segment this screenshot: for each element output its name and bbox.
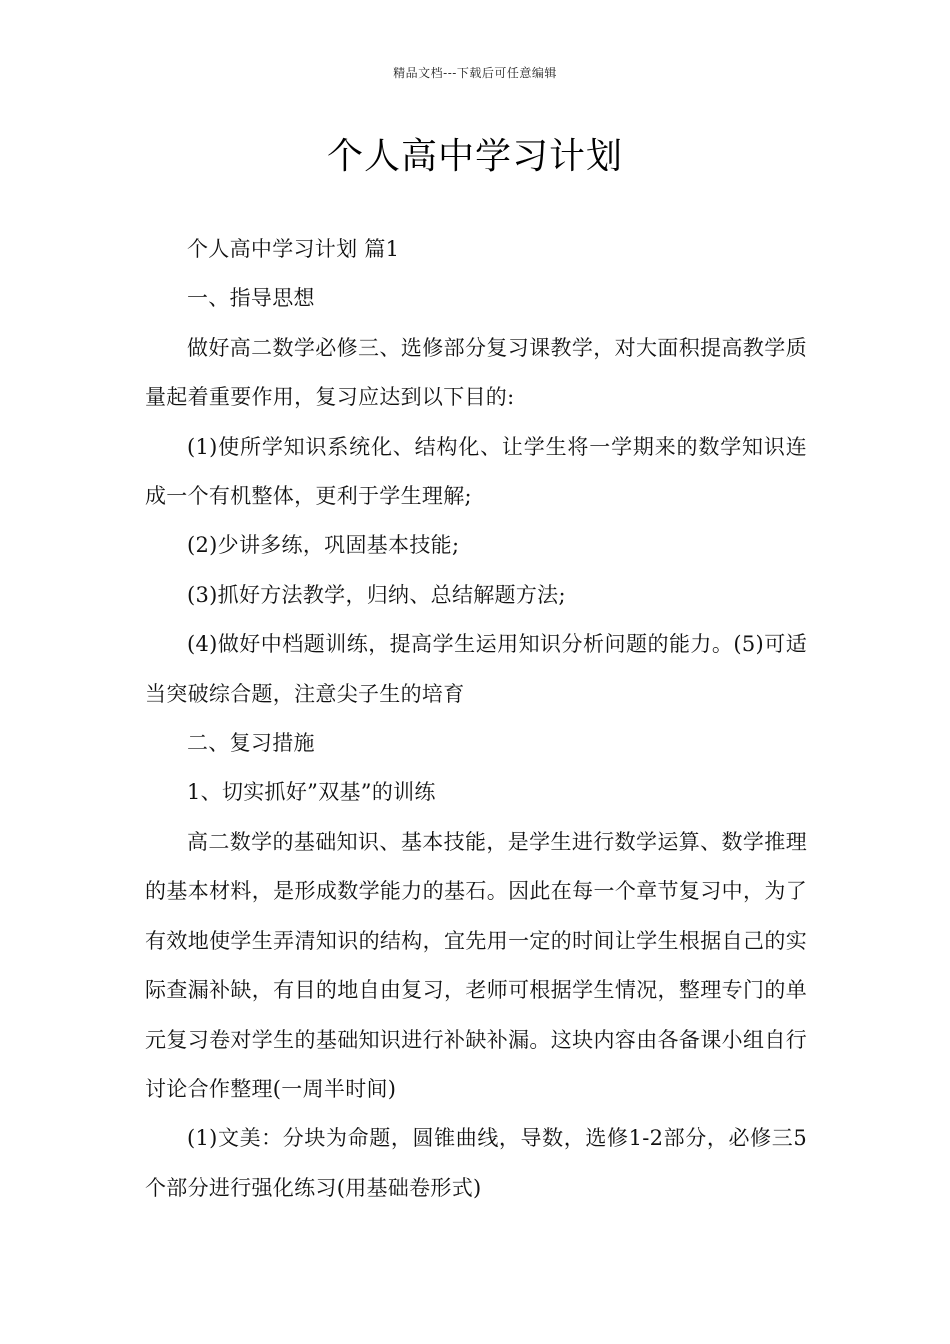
paragraph-section-heading: 个人高中学习计划 篇1 bbox=[187, 237, 400, 261]
document-body bbox=[145, 225, 807, 1213]
paragraph: 做好高二数学必修三、选修部分复习课教学，对大面积提高教学质量起着重要作用，复习应达到以下目的: bbox=[145, 335, 807, 410]
paragraph: (1)使所学知识系统化、结构化、让学生将一学期来的数学知识连成一个有机整体，更利于学生理解; bbox=[145, 434, 807, 509]
document-title: 个人高中学习计划 bbox=[326, 136, 623, 177]
paragraph-subheading: 1、切实抓好”双基”的训练 bbox=[187, 780, 436, 805]
paragraph-heading-review-measures: 二、复习措施 bbox=[187, 731, 315, 756]
paragraph: 高二数学的基础知识、基本技能，是学生进行数学运算、数学推理的基本材料，是形成数学能力的基石。因此在每一个章节复习中，为了有效地使学生弄清知识的结构，宜先用一定的时间让学生根据自己的实际查漏补缺，有目的地自由复习，老师可根据学生情况，整理专门的单元复习卷对学生的基础知识进行补缺补漏。这块内容由各备课小组自行讨论合作整理(一周半时间) bbox=[145, 829, 807, 1101]
header-note: 精品文档---下载后可任意编辑 bbox=[393, 66, 557, 80]
paragraph: (2)少讲多练，巩固基本技能; bbox=[187, 533, 460, 558]
paragraph: (4)做好中档题训练，提高学生运用知识分析问题的能力。(5)可适当突破综合题，注意尖子生的培育 bbox=[145, 632, 807, 706]
paragraph: (1)文美：分块为命题，圆锥曲线，导数，选修1-2部分，必修三5个部分进行强化练习(用基础卷形式) bbox=[145, 1126, 807, 1200]
paragraph: (3)抓好方法教学，归纳、总结解题方法; bbox=[187, 582, 566, 607]
paragraph-heading-guiding-thought: 一、指导思想 bbox=[187, 286, 315, 311]
